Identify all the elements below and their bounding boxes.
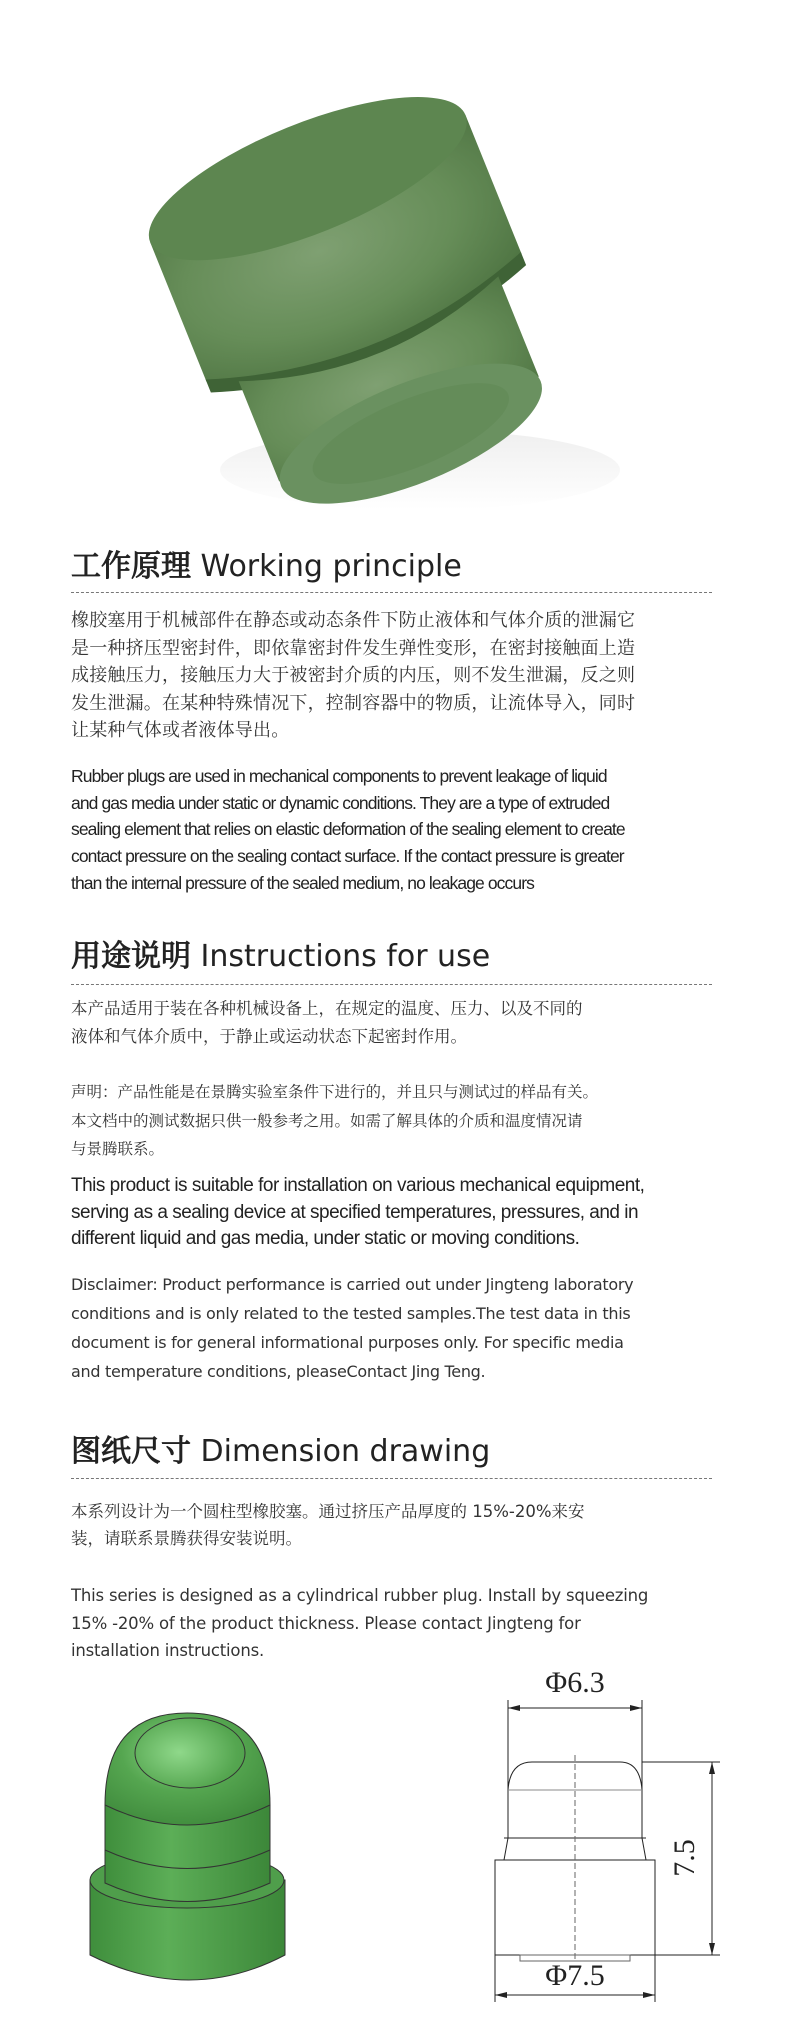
text-line: 本文档中的测试数据只供一般参考之用。如需了解具体的介质和温度情况请	[71, 1111, 583, 1130]
section-title-dimension	[71, 1433, 490, 1471]
title-en: Working principle	[200, 549, 462, 584]
text-line: Rubber plugs are used in mechanical components to prevent leakage of liquid	[71, 766, 607, 786]
section-title-working-principle	[71, 548, 462, 586]
text-line: conditions and is only related to the tested samples.The test data in this	[71, 1304, 631, 1323]
title-en: Dimension drawing	[200, 1434, 491, 1469]
text-line: installation instructions.	[71, 1641, 265, 1660]
text-line: 15% -20% of the product thickness. Please contact Jingteng for	[71, 1613, 581, 1633]
text-line: 成接触压力，接触压力大于被密封介质的内压，则不发生泄漏，反之则	[71, 665, 636, 686]
working-principle-zh	[71, 607, 721, 745]
instructions-zh	[71, 995, 721, 1051]
title-en: Instructions for use	[200, 939, 491, 974]
dim-bottom-label: Φ7.5	[545, 1959, 605, 1992]
text-line: 是一种挤压型密封件，即依靠密封件发生弹性变形，在密封接触面上造	[71, 637, 636, 659]
title-zh: 图纸尺寸	[71, 1434, 191, 1469]
text-line: serving as a sealing device at specified temperatures, pressures, and in	[71, 1201, 639, 1223]
working-principle-en	[71, 763, 721, 897]
text-line: This product is suitable for installation on various mechanical equipment,	[71, 1175, 645, 1196]
text-line: sealing element that relies on elastic deformation of the sealing element to create	[71, 819, 625, 840]
text-line: 液体和气体介质中，于静止或运动状态下起密封作用。	[71, 1027, 467, 1046]
text-line: 装，请联系景腾获得安装说明。	[71, 1529, 302, 1548]
title-zh: 用途说明	[71, 939, 191, 974]
text-line: and temperature conditions, pleaseContact Jing Teng.	[71, 1362, 486, 1381]
dimension-zh	[71, 1498, 721, 1552]
text-line: 发生泄漏。在某种特殊情况下，控制容器中的物质，让流体导入，同时	[71, 692, 636, 714]
divider	[71, 984, 712, 985]
text-line: contact pressure on the sealing contact surface. If the contact pressure is greater	[71, 846, 624, 867]
dim-top-label: Φ6.3	[545, 1666, 605, 1699]
text-line: than the internal pressure of the sealed medium, no leakage occurs	[71, 872, 534, 893]
section-title-instructions	[71, 938, 490, 976]
text-line: Disclaimer: Product performance is carried out under Jingteng laboratory	[71, 1275, 634, 1294]
text-line: 声明：产品性能是在景腾实验室条件下进行的，并且只与测试过的样品有关。	[71, 1083, 599, 1101]
text-line: 让某种气体或者液体导出。	[71, 720, 290, 741]
text-line: 本产品适用于装在各种机械设备上，在规定的温度、压力、以及不同的	[71, 999, 583, 1018]
disclaimer-en	[71, 1270, 721, 1386]
text-line: and gas media under static or dynamic conditions. They are a type of extruded	[71, 792, 610, 813]
title-zh: 工作原理	[71, 549, 191, 584]
disclaimer-zh	[71, 1078, 721, 1164]
text-line: 橡胶塞用于机械部件在静态或动态条件下防止液体和气体介质的泄漏它	[71, 610, 636, 631]
text-line: 本系列设计为一个圆柱型橡胶塞。通过挤压产品厚度的 15%-20%来安	[71, 1502, 585, 1521]
cad-model-image	[85, 1705, 300, 1995]
dim-height-label: 7.5	[668, 1839, 701, 1877]
text-line: This series is designed as a cylindrical rubber plug. Install by squeezing	[71, 1586, 649, 1605]
dimension-drawing	[480, 1650, 740, 2020]
text-line: 与景腾联系。	[71, 1140, 165, 1158]
divider	[71, 592, 712, 593]
text-line: different liquid and gas media, under static or moving conditions.	[71, 1228, 580, 1249]
product-photo	[0, 0, 790, 530]
instructions-en	[71, 1173, 721, 1253]
text-line: document is for general informational purposes only. For specific media	[71, 1333, 624, 1352]
divider	[71, 1478, 712, 1479]
